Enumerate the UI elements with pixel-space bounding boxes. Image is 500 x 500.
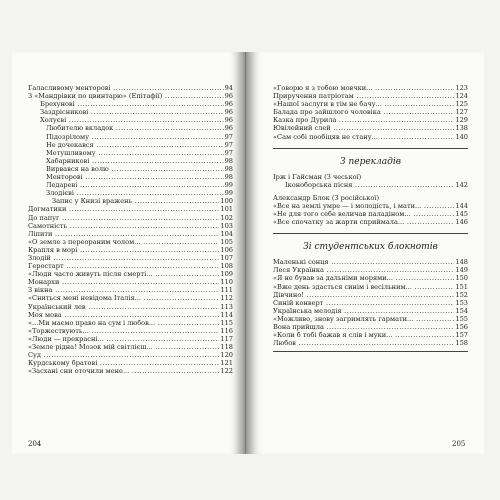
author-name: Ірж і Гайсман (З чеської) [273,172,362,181]
left-toc [28,84,233,375]
toc-entry-title: Курдському братові ..... [28,359,219,367]
toc-entry-title: Вона прийшла ..... [273,323,454,331]
toc-entry [28,262,233,270]
toc-entry-title: Ювілейний слей ..... [273,124,454,132]
section-heading-student-notebooks: Зі студентських блокнотів [303,242,438,253]
toc-entry [28,335,233,343]
toc-entry-page: 116 [220,326,233,335]
toc-entry-title: Самотність ..... [28,222,219,230]
toc-entry [28,311,233,319]
toc-entry-title: Брехунові ..... [28,100,224,108]
toc-entry-title: «Говорю я з тобою мовчки... ..... [273,84,454,92]
toc-entry-title: Українська мелодія ..... [273,307,454,315]
toc-entry [28,116,233,124]
toc-entry [273,258,468,266]
toc-entry-page: 151 [455,282,468,291]
toc-entry-page: 114 [220,310,233,319]
toc-entry-page: 110 [220,278,233,287]
toc-entry [28,124,233,132]
toc-entry-title: Леся Українка ..... [273,266,454,274]
toc-entry-page: 149 [455,266,468,275]
toc-entry-page: 98 [224,156,233,165]
toc-entry-page: 106 [220,245,233,254]
toc-entry [273,218,468,226]
toc-entry-page: 94 [224,84,233,92]
toc-entry [28,165,233,173]
toc-entry-page: 97 [224,148,233,157]
toc-entry-title: «Сниться мені невідома Італія... ..... [28,294,219,302]
toc-entry [28,92,233,100]
toc-entry [28,108,233,116]
toc-entry [28,157,233,165]
toc-entry-title: «Земле рідна! Мозок мій світлієш... ..... [28,343,219,351]
toc-entry [273,124,468,132]
toc-entry-page: 102 [220,213,233,222]
toc-entry-page: 97 [224,140,233,149]
toc-entry [28,84,233,92]
toc-entry [273,92,468,100]
toc-entry [28,246,233,254]
toc-entry-title: «Все спочатку за жарти сприймала... ..... [273,218,454,226]
book-spine [237,52,254,454]
toc-entry-page: 158 [455,339,468,348]
toc-entry [28,173,233,181]
toc-entry [28,319,233,327]
toc-entry [28,359,233,367]
toc-entry-page: 96 [224,116,233,125]
toc-entry-page: 104 [220,229,233,238]
toc-entry-title: Синій конверт ..... [273,299,454,307]
page-number-left: 204 [28,440,42,448]
toc-entry-page: 99 [224,189,233,198]
toc-entry-title: Маленькі сонця ..... [273,258,454,266]
section-divider [273,351,468,352]
toc-entry [273,116,468,124]
toc-entry-title: Монархи ..... [28,278,219,286]
toc-entry-title: Вирвався на волю ..... [28,165,224,173]
toc-entry [28,141,233,149]
toc-entry [28,351,233,359]
toc-entry-title: Ліпити ..... [28,230,219,238]
toc-entry [28,214,233,222]
toc-entry-title: Запис у Книзі вражень ..... [28,197,219,205]
toc-entry-title: «Торжествують... ..... [28,327,219,335]
toc-entry-page: 118 [220,343,233,351]
toc-entry [28,278,233,286]
toc-entry [28,254,233,262]
toc-entry-title: Геростарт ..... [28,262,219,270]
toc-entry-page: 145 [455,210,468,219]
toc-entry-page: 99 [224,181,233,190]
toc-entry-title: «Все на землі умре — і молодість, і мати... ..... [273,202,454,210]
toc-entry-page: 112 [220,294,233,303]
toc-entry [273,108,468,116]
toc-entry-page: 98 [224,164,233,173]
toc-entry [273,283,468,291]
toc-entry [28,133,233,141]
toc-entry [273,100,468,108]
toc-entry-title: Не дочекався ..... [28,141,224,149]
toc-entry-title: Метушливому ..... [28,149,224,157]
toc-entry-title: «Коли б тобі бажав я слів і муки... ..... [273,331,454,339]
toc-entry-title: «Можливо, знову загримлять гармати... ..... [273,315,454,323]
toc-entry [273,291,468,299]
toc-entry-page: 148 [455,258,468,267]
toc-entry [28,222,233,230]
toc-entry-title: Галасливому менторові ..... [28,84,224,92]
toc-entry-title: Балада про зайшлого чоловіка ..... [273,108,454,116]
toc-entry [273,323,468,331]
toc-entry-title: Холуєві ..... [28,116,224,124]
section-divider [273,148,468,149]
toc-entry-title: Дівчино! ..... [273,291,454,299]
toc-entry-title: «Я не бував за дальніми морями... ..... [273,274,454,282]
toc-entry-page: 115 [220,318,233,327]
toc-entry-title: Суд ..... [28,351,219,359]
toc-entry-title: «Вже день здасться синім і весільним... ..... [273,283,454,291]
toc-entry-page: 154 [455,306,468,315]
section-heading-translations: З перекладів [340,156,401,167]
toc-entry-page: 111 [220,286,233,295]
toc-entry [28,149,233,157]
toc-entry-title: Злодієві ..... [28,189,224,197]
toc-entry [28,270,233,278]
toc-entry-page: 98 [224,173,233,182]
toc-entry-page: 120 [220,351,233,360]
toc-entry-title: До папуг ..... [28,214,219,222]
toc-entry-title: Менторові ..... [28,173,224,181]
toc-entry-title: «О земле з переораним чолом... ..... [28,238,219,246]
toc-entry-page: 140 [455,132,468,141]
toc-entry-page: 138 [455,124,468,133]
toc-entry [28,238,233,246]
toc-entry-title: «Люди — прекрасні... ..... [28,335,219,343]
toc-entry-page: 124 [455,92,468,101]
toc-entry-title: «Сам собі пообіцяв не стану... ..... [273,133,454,141]
toc-entry-title: «Нашої заслуги в тім не бачу... ..... [273,100,454,108]
toc-entry-page: 103 [220,221,233,230]
toc-entry [28,100,233,108]
toc-entry-title: «Не для того себе величав паладіном... ..... [273,210,454,218]
toc-entry-title: Любов ..... [273,339,454,347]
toc-entry-page: 142 [455,180,468,189]
toc-entry-page: 101 [220,205,233,214]
toc-entry-page: 96 [224,100,233,109]
toc-entry-page: 153 [455,298,468,307]
toc-entry [28,327,233,335]
toc-entry-page: 121 [220,359,233,368]
toc-entry-title: Заздрісникові ..... [28,108,224,116]
toc-entry [273,331,468,339]
toc-entry [28,343,233,351]
toc-entry [28,189,233,197]
toc-entry-title: Казка про Дурила ..... [273,116,454,124]
toc-entry [273,339,468,347]
toc-entry-title: Український лев ..... [28,303,219,311]
toc-entry-page: 156 [455,322,468,331]
toc-entry [28,230,233,238]
author-name: Александр Блок (З російської) [273,193,380,202]
toc-entry-page: 127 [455,108,468,117]
toc-entry-title: З «Мандрівки по цвинтарю» (Епітафії) ..... [28,92,224,100]
right-toc [273,84,468,354]
toc-entry-page: 150 [455,274,468,283]
toc-entry-page: 152 [455,290,468,299]
toc-entry [273,307,468,315]
toc-entry-title: Догматики ..... [28,205,219,213]
toc-entry [273,266,468,274]
toc-entry-title: Моя мова ..... [28,311,219,319]
toc-entry-page: 113 [220,302,233,311]
toc-entry-page: 100 [220,197,233,206]
toc-entry-page: 129 [455,116,468,125]
toc-entry [273,210,468,218]
toc-entry [28,181,233,189]
toc-entry [273,133,468,141]
toc-entry-page: 108 [220,262,233,271]
toc-entry-page: 96 [224,124,233,133]
toc-entry-page: 96 [224,108,233,117]
toc-entry-page: 109 [220,270,233,279]
toc-entry-title: Підозрілому ..... [28,133,224,141]
toc-entry [28,286,233,294]
toc-entry-page: 97 [224,132,233,141]
page-number-right: 205 [452,440,466,448]
toc-entry-title: З вікна ..... [28,286,219,294]
toc-entry-title: «...Ми маємо право на сум і любов... ..... [28,319,219,327]
toc-entry-title: Приручення патріотам ..... [273,92,454,100]
section-divider [273,233,468,234]
toc-entry [273,274,468,282]
toc-entry-page: 107 [220,253,233,262]
toc-entry-page: 155 [455,314,468,323]
toc-entry-page: 96 [224,92,233,101]
toc-entry-page: 122 [220,367,233,376]
toc-entry-page: 144 [455,201,468,210]
toc-entry-title: «Люди часто живуть після смерті... ..... [28,270,219,278]
toc-entry-title: Любителю вкладок ..... [28,124,224,132]
toc-entry-title: «Засхані сни оточили мене... ..... [28,367,219,375]
toc-entry [28,294,233,302]
toc-entry [273,315,468,323]
toc-entry [28,367,233,375]
toc-entry [273,202,468,210]
toc-entry [28,303,233,311]
toc-entry [273,84,468,92]
toc-entry [273,299,468,307]
toc-entry-title: Іконоборська пісня ..... [273,181,454,189]
toc-entry-title: Ледареві ..... [28,181,224,189]
toc-entry-title: Злодій ..... [28,254,219,262]
toc-entry-title: Хабарникові ..... [28,157,224,165]
toc-entry-page: 123 [455,84,468,92]
toc-entry [28,197,233,205]
toc-entry-title: Крапля в морі ..... [28,246,219,254]
toc-entry-page: 117 [220,334,233,343]
toc-entry [273,181,468,189]
toc-entry-page: 146 [455,218,468,227]
toc-entry [28,205,233,213]
toc-entry-page: 157 [455,331,468,340]
toc-entry-page: 125 [455,100,468,109]
toc-entry-page: 105 [220,237,233,246]
